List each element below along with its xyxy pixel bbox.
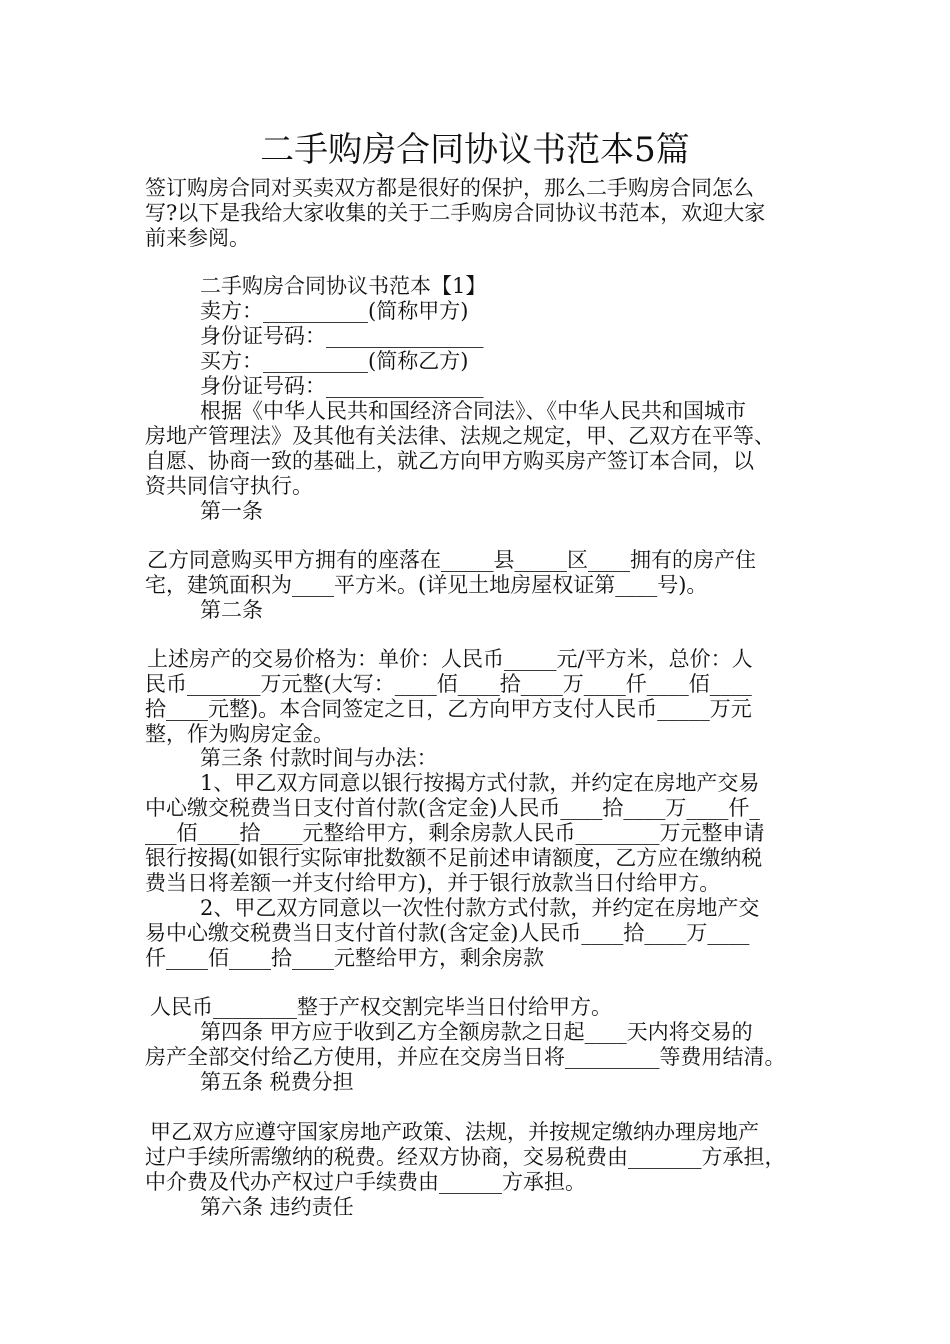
article-1-line: 宅，建筑面积为____平方米。(详见土地房屋权证第____号)。 bbox=[145, 573, 708, 597]
article-1-title: 第一条 bbox=[200, 499, 263, 523]
basis-line: 房地产管理法》及其他有关法律、法规之规定，甲、乙双方在平等、 bbox=[145, 424, 775, 448]
article-3-p1-line: ___佰____拾____元整给甲方，剩余房款人民币________万元整申请 bbox=[145, 821, 765, 845]
article-4-line: 第四条 甲方应于收到乙方全额房款之日起____天内将交易的 bbox=[200, 1020, 753, 1044]
article-3-title: 第三条 付款时间与办法： bbox=[200, 746, 438, 770]
article-3-p3-line: 人民币________整于产权交割完毕当日付给甲方。 bbox=[150, 995, 612, 1019]
article-2-line: 整，作为购房定金。 bbox=[145, 722, 334, 746]
article-3-p1-line: 费当日将差额一并支付给甲方)，并于银行放款当日付给甲方。 bbox=[145, 871, 721, 895]
article-6-title: 第六条 违约责任 bbox=[200, 1195, 354, 1219]
article-2-line: 民币_______万元整(大写：____佰____拾____万____仟____佰____ bbox=[145, 672, 752, 696]
article-5-line: 中介费及代办产权过户手续费由______方承担。 bbox=[145, 1170, 586, 1194]
basis-line: 资共同信守执行。 bbox=[145, 474, 313, 498]
article-3-p2-line: 易中心缴交税费当日支付首付款(含定金)人民币____拾____万____ bbox=[145, 921, 750, 945]
seller-line: 卖方：__________(简称甲方) bbox=[200, 299, 469, 323]
seller-id-line: 身份证号码：_______________ bbox=[200, 324, 484, 348]
article-3-p2-line: 2、甲乙双方同意以一次性付款方式付款，并约定在房地产交 bbox=[200, 896, 760, 920]
intro-line: 写?以下是我给大家收集的关于二手购房合同协议书范本，欢迎大家 bbox=[145, 201, 766, 225]
buyer-id-line: 身份证号码：_______________ bbox=[200, 374, 484, 398]
article-2-line: 拾____元整)。本合同签定之日，乙方向甲方支付人民币_____万元 bbox=[145, 697, 752, 721]
article-1-line: 乙方同意购买甲方拥有的座落在_____县_____区____拥有的房产住 bbox=[147, 548, 756, 572]
intro-line: 签订购房合同对买卖双方都是很好的保护，那么二手购房合同怎么 bbox=[145, 176, 754, 200]
article-4-line: 房产全部交付给乙方使用，并应在交房当日将_________等费用结清。 bbox=[145, 1045, 786, 1069]
intro-line: 前来参阅。 bbox=[145, 226, 250, 250]
basis-line: 自愿、协商一致的基础上，就乙方向甲方购买房产签订本合同，以 bbox=[145, 449, 754, 473]
contract-heading: 二手购房合同协议书范本【1】 bbox=[200, 274, 487, 298]
article-2-title: 第二条 bbox=[200, 598, 263, 622]
article-5-line: 过户手续所需缴纳的税费。经双方协商，交易税费由_______方承担， bbox=[145, 1145, 786, 1169]
article-3-p1-line: 银行按揭(如银行实际审批数额不足前述申请额度，乙方应在缴纳税 bbox=[145, 846, 763, 870]
article-5-line: 甲乙双方应遵守国家房地产政策、法规，并按规定缴纳办理房地产 bbox=[150, 1120, 759, 1144]
article-5-title: 第五条 税费分担 bbox=[200, 1070, 354, 1094]
document-title: 二手购房合同协议书范本5篇 bbox=[260, 130, 690, 170]
article-3-p2-line: 仟____佰____拾____元整给甲方，剩余房款 bbox=[145, 946, 544, 970]
article-3-p1-line: 中心缴交税费当日支付首付款(含定金)人民币____拾____万____仟_ bbox=[145, 796, 760, 820]
article-2-line: 上述房产的交易价格为：单价：人民币_____元/平方米，总价：人 bbox=[147, 647, 753, 671]
buyer-line: 买方：__________(简称乙方) bbox=[200, 349, 469, 373]
article-3-p1-line: 1、甲乙双方同意以银行按揭方式付款，并约定在房地产交易 bbox=[200, 771, 760, 795]
basis-line: 根据《中华人民共和国经济合同法》、《中华人民共和国城市 bbox=[200, 399, 746, 423]
